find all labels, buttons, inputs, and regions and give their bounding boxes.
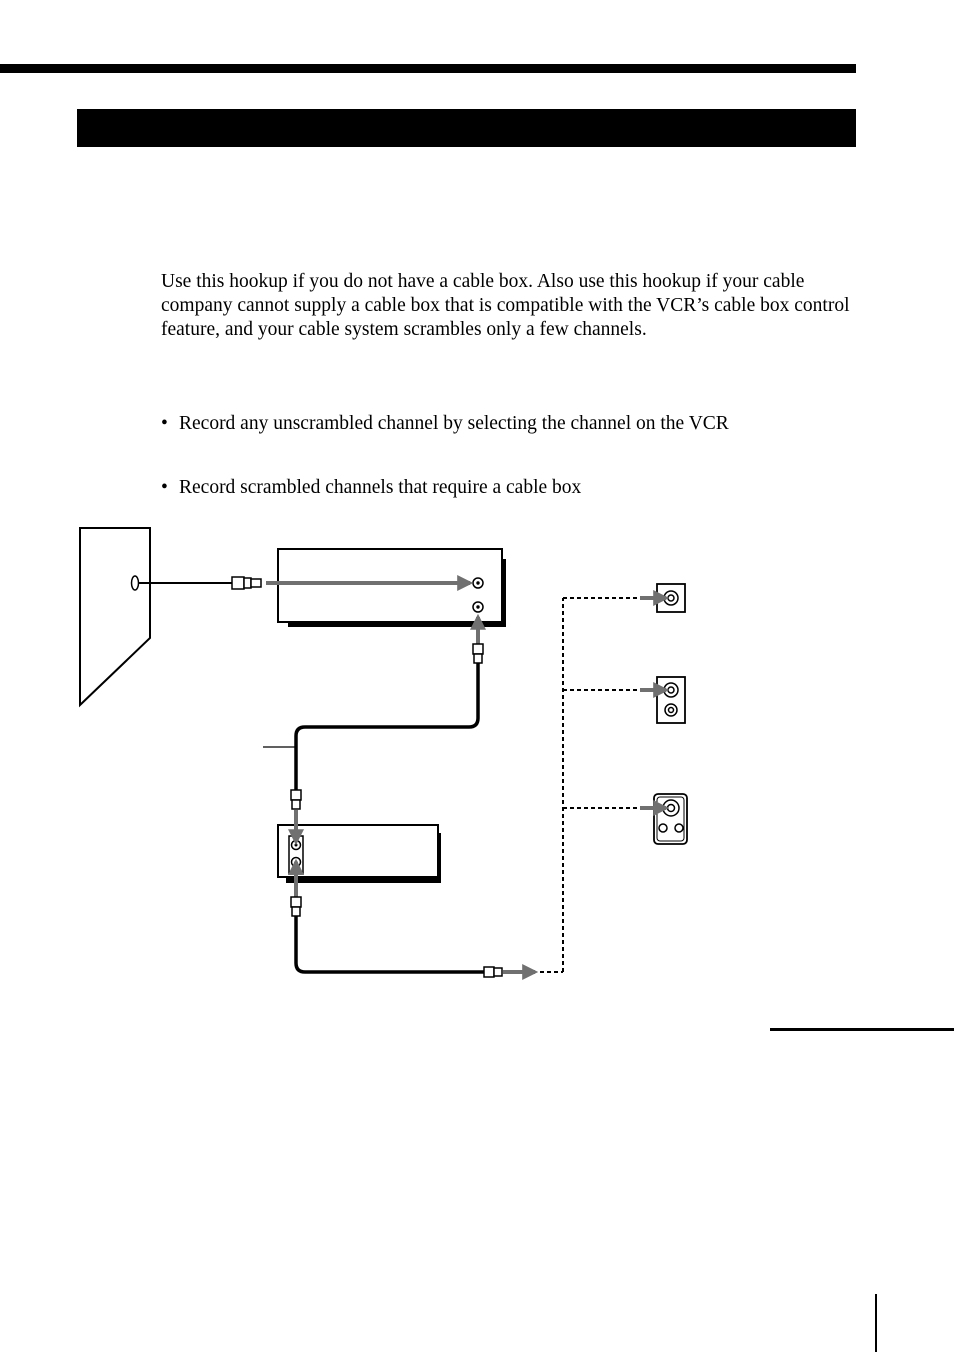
intro-paragraph: Use this hookup if you do not have a cable box. Also use this hookup if your cable company cannot supply a cable box that is compatible with the VCR’s cable box control feature, and your cable system scrambles only a few channels.	[161, 271, 850, 340]
wall-outlet-panel	[80, 528, 150, 705]
section-end-rule	[770, 1028, 954, 1031]
splitter-to-tv-cable	[296, 916, 484, 972]
f-connector-plug	[291, 790, 301, 809]
f-connector-plug	[473, 644, 483, 663]
page-edge-tick	[875, 1294, 877, 1352]
splitter-unit	[278, 825, 441, 883]
hookup-diagram	[0, 520, 954, 1000]
vcr-to-splitter-cable	[296, 663, 478, 790]
bullet-item-unscrambled	[161, 412, 861, 436]
section-title-bar	[77, 109, 856, 147]
wall-jack	[132, 576, 139, 590]
f-connector-plug	[484, 967, 502, 977]
tv-input-dual-jack	[657, 677, 685, 723]
bullet-dot: •	[161, 477, 168, 498]
vcr-unit	[278, 549, 506, 627]
bullet-text: Record scrambled channels that require a cable box	[179, 477, 582, 498]
f-connector-plug	[291, 897, 301, 916]
bullet-text: Record any unscrambled channel by selecting the channel on the VCR	[179, 413, 729, 434]
top-rule	[0, 64, 856, 73]
bullet-item-scrambled	[161, 476, 861, 500]
tv-input-branches	[540, 598, 640, 972]
bullet-dot: •	[161, 413, 168, 434]
f-connector-plug	[232, 577, 261, 589]
tv-input-triple-jack	[654, 794, 687, 844]
